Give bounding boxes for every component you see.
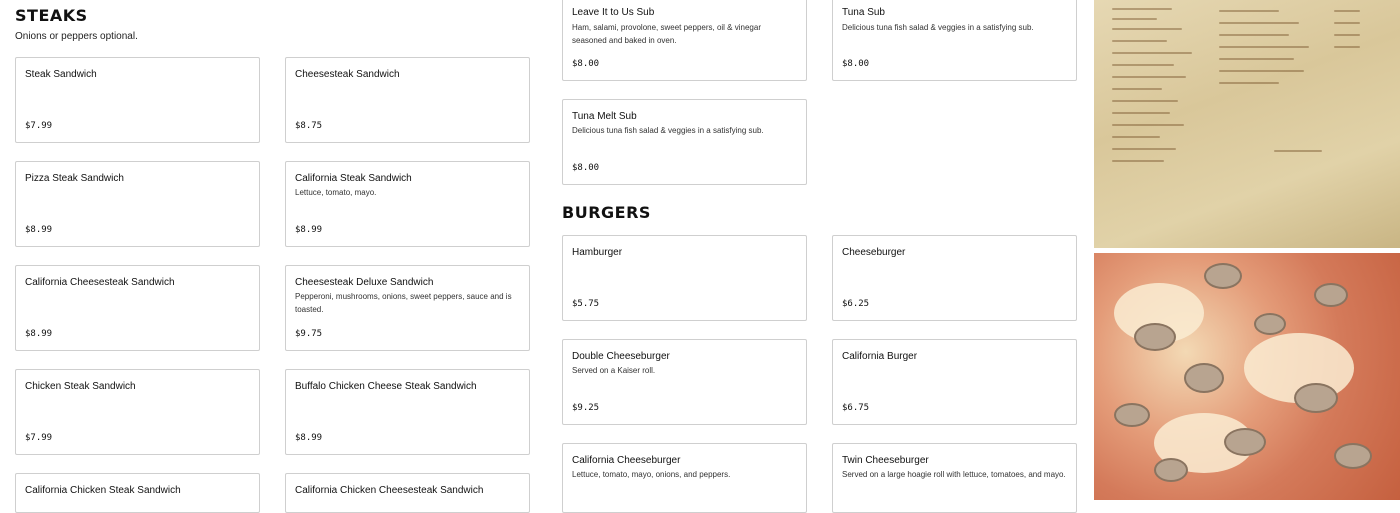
menu-item-price: $9.25 [572, 403, 600, 413]
menu-item-price: $8.99 [25, 225, 53, 235]
menu-item-card[interactable] [832, 0, 1077, 81]
section-subtitle-steaks: Onions or peppers optional. [15, 31, 138, 42]
menu-item-description: Lettuce, tomato, mayo, onions, and peppers. [572, 470, 731, 479]
menu-item-name: California Chicken Steak Sandwich [25, 485, 181, 496]
menu-item-price: $7.99 [25, 433, 53, 443]
menu-item-card[interactable] [562, 443, 807, 513]
menu-item-name: California Steak Sandwich [295, 173, 412, 184]
menu-item-price: $9.75 [295, 329, 323, 339]
menu-item-name: Cheesesteak Sandwich [295, 69, 400, 80]
menu-item-name: Chicken Steak Sandwich [25, 381, 136, 392]
pizza-photo [1094, 253, 1400, 500]
menu-item-name: California Cheeseburger [572, 455, 681, 466]
menu-item-description: Pepperoni, mushrooms, onions, sweet peppers, sauce and is toasted. [295, 292, 512, 314]
menu-item-card[interactable] [832, 339, 1077, 425]
menu-item-name: Pizza Steak Sandwich [25, 173, 124, 184]
menu-item-card[interactable] [562, 339, 807, 425]
menu-item-name: Cheeseburger [842, 247, 906, 258]
menu-item-price: $8.00 [572, 163, 600, 173]
section-title-steaks: STEAKS [15, 6, 88, 25]
menu-item-card[interactable] [562, 0, 807, 81]
menu-item-name: Twin Cheeseburger [842, 455, 929, 466]
menu-item-card[interactable] [15, 265, 260, 351]
menu-board-photo [1094, 0, 1400, 248]
menu-item-description: Delicious tuna fish salad & veggies in a satisfying sub. [842, 23, 1034, 32]
menu-item-name: Leave It to Us Sub [572, 7, 655, 18]
menu-item-card[interactable] [832, 235, 1077, 321]
menu-item-name: California Chicken Cheesesteak Sandwich [295, 485, 484, 496]
menu-item-price: $7.99 [25, 121, 53, 131]
menu-item-card[interactable] [562, 235, 807, 321]
menu-item-card[interactable] [285, 57, 530, 143]
menu-item-price: $8.00 [842, 59, 870, 69]
menu-item-name: Tuna Sub [842, 7, 885, 18]
menu-item-card[interactable] [285, 369, 530, 455]
menu-item-price: $8.99 [295, 433, 323, 443]
menu-item-price: $8.75 [295, 121, 323, 131]
section-title-burgers: BURGERS [562, 203, 651, 222]
menu-item-card[interactable] [15, 369, 260, 455]
menu-item-name: Cheesesteak Deluxe Sandwich [295, 277, 434, 288]
menu-item-price: $6.25 [842, 299, 870, 309]
menu-item-description: Delicious tuna fish salad & veggies in a satisfying sub. [572, 126, 764, 135]
menu-item-card[interactable] [15, 57, 260, 143]
menu-item-price: $6.75 [842, 403, 870, 413]
menu-item-card[interactable] [832, 443, 1077, 513]
menu-item-description: Ham, salami, provolone, sweet peppers, oil & vinegar seasoned and baked in oven. [572, 23, 761, 45]
menu-item-name: Tuna Melt Sub [572, 111, 637, 122]
menu-item-name: California Cheesesteak Sandwich [25, 277, 175, 288]
menu-item-name: Double Cheeseburger [572, 351, 670, 362]
menu-item-card[interactable] [285, 265, 530, 351]
menu-item-description: Served on a Kaiser roll. [572, 366, 656, 375]
menu-item-card[interactable] [285, 161, 530, 247]
menu-item-price: $5.75 [572, 299, 600, 309]
menu-item-card[interactable] [562, 99, 807, 185]
menu-item-price: $8.99 [25, 329, 53, 339]
menu-item-card[interactable] [285, 473, 530, 513]
menu-item-description: Served on a large hoagie roll with lettuce, tomatoes, and mayo. [842, 470, 1066, 479]
menu-item-price: $8.99 [295, 225, 323, 235]
menu-item-card[interactable] [15, 161, 260, 247]
menu-item-price: $8.00 [572, 59, 600, 69]
menu-item-description: Lettuce, tomato, mayo. [295, 188, 377, 197]
menu-item-card[interactable] [15, 473, 260, 513]
menu-item-name: California Burger [842, 351, 918, 362]
menu-item-name: Buffalo Chicken Cheese Steak Sandwich [295, 381, 477, 392]
menu-item-name: Hamburger [572, 247, 623, 258]
menu-item-name: Steak Sandwich [25, 69, 97, 80]
